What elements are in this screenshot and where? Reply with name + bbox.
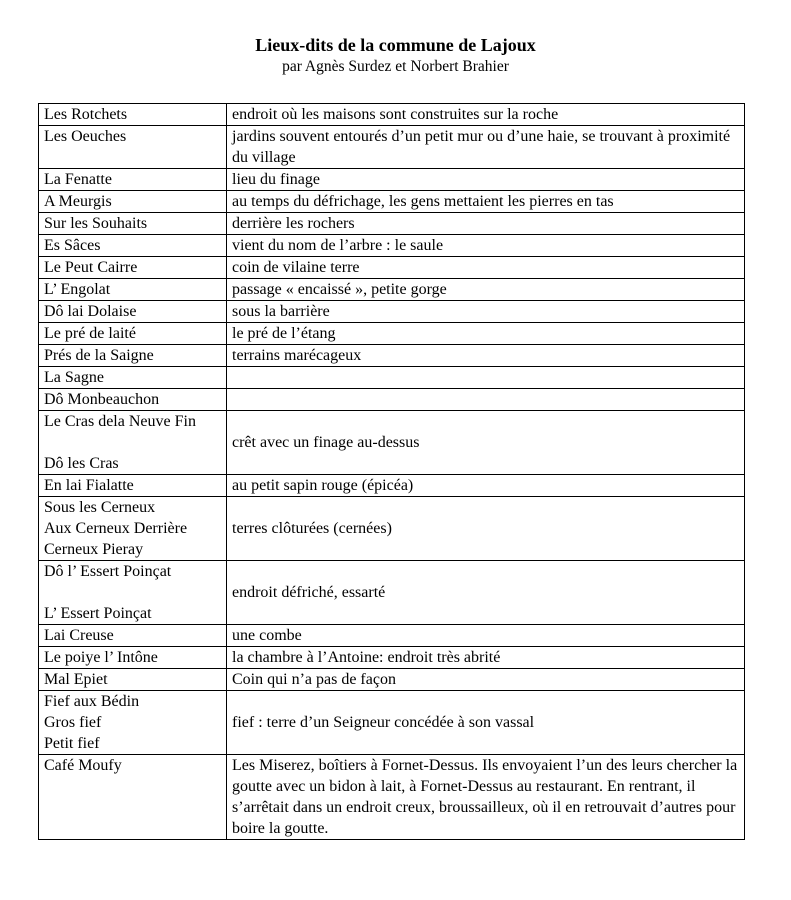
table-row — [39, 475, 745, 497]
table-row — [39, 323, 745, 345]
place-name-cell — [39, 647, 227, 669]
place-description: lieu du finage — [227, 169, 745, 191]
table-row — [39, 411, 745, 475]
place-name: Aux Cerneux Derrière — [44, 520, 188, 537]
table-row — [39, 669, 745, 691]
place-name: Les Rotchets — [44, 106, 128, 123]
place-description: terrains marécageux — [227, 345, 745, 367]
place-description: derrière les rochers — [227, 213, 745, 235]
place-name: Dô Monbeauchon — [44, 391, 160, 408]
place-name: Mal Epiet — [44, 671, 108, 688]
place-name: Sur les Souhaits — [44, 215, 148, 232]
place-name-cell — [39, 389, 227, 411]
table-row — [39, 191, 745, 213]
place-name: Les Oeuches — [44, 128, 127, 145]
place-name: Prés de la Saigne — [44, 347, 154, 364]
table-row — [39, 497, 745, 561]
place-description — [227, 367, 745, 389]
place-name: La Sagne — [44, 369, 104, 386]
table-row — [39, 169, 745, 191]
place-description: terres clôturées (cernées) — [227, 497, 745, 561]
place-name: Dô l’ Essert Poinçat — [44, 563, 172, 580]
place-name: A Meurgis — [44, 193, 112, 210]
table-row — [39, 126, 745, 169]
place-name-cell — [39, 625, 227, 647]
place-name: Dô lai Dolaise — [44, 303, 137, 320]
place-name-cell — [39, 411, 227, 475]
place-name-cell — [39, 497, 227, 561]
place-description: la chambre à l’Antoine: endroit très abrité — [227, 647, 745, 669]
place-name: Cerneux Pieray — [44, 541, 144, 558]
place-name-cell — [39, 257, 227, 279]
table-row — [39, 691, 745, 755]
place-name-cell — [39, 345, 227, 367]
table-body — [39, 104, 745, 840]
place-name-cell — [39, 323, 227, 345]
place-description: crêt avec un finage au-dessus — [227, 411, 745, 475]
table-row — [39, 345, 745, 367]
place-name-cell — [39, 561, 227, 625]
place-name-spacer — [44, 582, 221, 603]
table-row — [39, 625, 745, 647]
place-description: fief : terre d’un Seigneur concédée à son vassal — [227, 691, 745, 755]
table-row — [39, 561, 745, 625]
place-description: endroit où les maisons sont construites sur la roche — [227, 104, 745, 126]
table-row — [39, 279, 745, 301]
place-name-cell — [39, 104, 227, 126]
place-name: La Fenatte — [44, 171, 112, 188]
place-name: Le pré de laité — [44, 325, 136, 342]
place-name-spacer — [44, 432, 221, 453]
place-name: Petit fief — [44, 735, 100, 752]
place-name: Le poiye l’ Intône — [44, 649, 158, 666]
place-name: L’ Essert Poinçat — [44, 605, 152, 622]
place-description: au petit sapin rouge (épicéa) — [227, 475, 745, 497]
table-row — [39, 367, 745, 389]
place-description: jardins souvent entourés d’un petit mur ou d’une haie, se trouvant à proximité du village — [227, 126, 745, 169]
document-title: Lieux-dits de la commune de Lajoux — [255, 35, 536, 55]
place-name-cell — [39, 169, 227, 191]
place-name-cell — [39, 669, 227, 691]
place-name: Le Cras dela Neuve Fin — [44, 413, 196, 430]
place-name: Sous les Cerneux — [44, 499, 156, 516]
place-name: Fief aux Bédin — [44, 693, 140, 710]
document-subtitle: par Agnès Surdez et Norbert Brahier — [282, 58, 509, 75]
place-name-cell — [39, 475, 227, 497]
table-row — [39, 257, 745, 279]
place-name: Lai Creuse — [44, 627, 114, 644]
table-row — [39, 213, 745, 235]
lieux-dits-table — [38, 103, 745, 840]
table-row — [39, 755, 745, 840]
place-name: Gros fief — [44, 714, 102, 731]
place-name-cell — [39, 191, 227, 213]
place-name: En lai Fialatte — [44, 477, 134, 494]
place-name: Le Peut Cairre — [44, 259, 138, 276]
place-description: le pré de l’étang — [227, 323, 745, 345]
place-name-cell — [39, 367, 227, 389]
place-name: Café Moufy — [44, 757, 122, 774]
place-name-cell — [39, 235, 227, 257]
table-row — [39, 301, 745, 323]
place-name: Dô les Cras — [44, 455, 119, 472]
place-description: sous la barrière — [227, 301, 745, 323]
place-name-cell — [39, 301, 227, 323]
place-description: passage « encaissé », petite gorge — [227, 279, 745, 301]
place-name-cell — [39, 279, 227, 301]
place-description: endroit défriché, essarté — [227, 561, 745, 625]
place-name: Es Sâces — [44, 237, 101, 254]
table-row — [39, 389, 745, 411]
document-header — [0, 34, 791, 77]
place-name-cell — [39, 691, 227, 755]
place-name-cell — [39, 213, 227, 235]
place-name-cell — [39, 126, 227, 169]
table-row — [39, 235, 745, 257]
place-description: Les Miserez, boîtiers à Fornet-Dessus. Ils envoyaient l’un des leurs chercher la goutte avec un bidon à lait, à Fornet-Dessus au restaurant. En rentrant, il s’arrêtait dans un endroit creux, broussailleux, où il en retrouvait d’autres pour boire la goutte. — [227, 755, 745, 840]
place-description: Coin qui n’a pas de façon — [227, 669, 745, 691]
place-description — [227, 389, 745, 411]
place-description: coin de vilaine terre — [227, 257, 745, 279]
table-row — [39, 647, 745, 669]
place-description: une combe — [227, 625, 745, 647]
place-description: au temps du défrichage, les gens mettaient les pierres en tas — [227, 191, 745, 213]
place-description: vient du nom de l’arbre : le saule — [227, 235, 745, 257]
place-name-cell — [39, 755, 227, 840]
table-row — [39, 104, 745, 126]
place-name: L’ Engolat — [44, 281, 111, 298]
